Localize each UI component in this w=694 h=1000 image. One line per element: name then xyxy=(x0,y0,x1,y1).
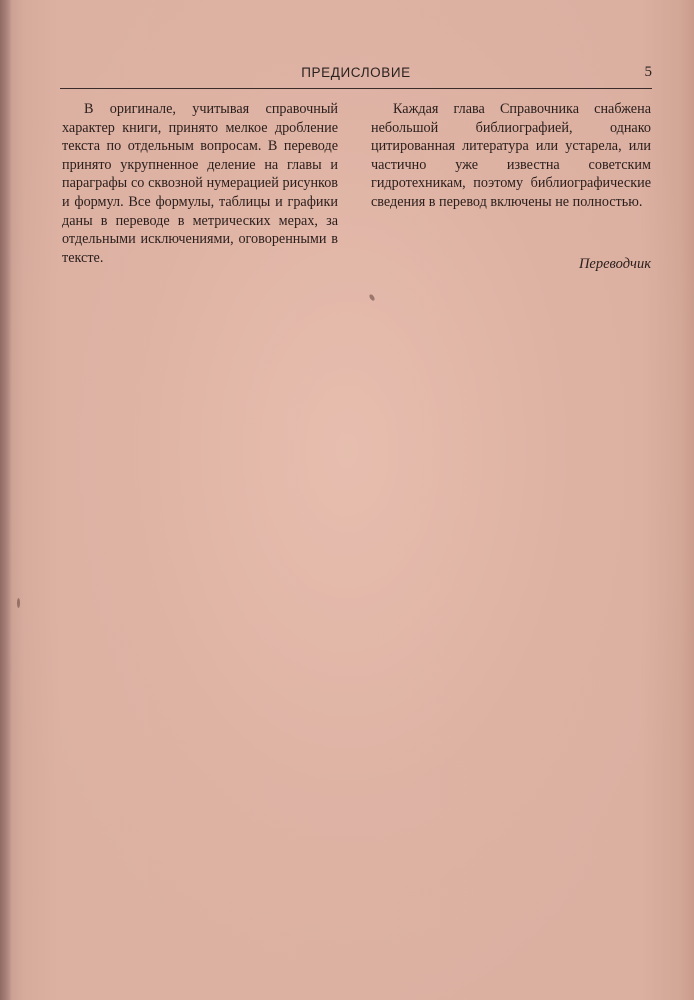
paper-speck xyxy=(17,598,20,608)
book-binding-shadow xyxy=(0,0,12,1000)
page-number: 5 xyxy=(644,64,652,80)
preface-paragraph-right: Каждая глава Справочника снабжена небольшой библиографией, однако цитированная литература или устарела, или частично уже известна советским гидротехникам, поэтому библиографические сведения в перевод включены не полностью. xyxy=(371,101,651,210)
left-column xyxy=(62,100,338,267)
page-header xyxy=(60,64,652,86)
paper-speck xyxy=(368,293,375,301)
translator-signature: Переводчик xyxy=(578,256,651,272)
running-title: ПРЕДИСЛОВИЕ xyxy=(301,65,411,80)
right-column xyxy=(371,100,651,212)
preface-paragraph-left: В оригинале, учитывая справочный характер книги, принято мелкое дробление текста по отдельным вопросам. В переводе принято укрупненное деление на главы и параграфы со сквозной нумерацией рисунков и формул. Все формулы, таблицы и графики даны в переводе в метрических мерах, за отдельными исключениями, оговоренными в тексте. xyxy=(62,101,338,266)
header-rule xyxy=(60,88,652,89)
